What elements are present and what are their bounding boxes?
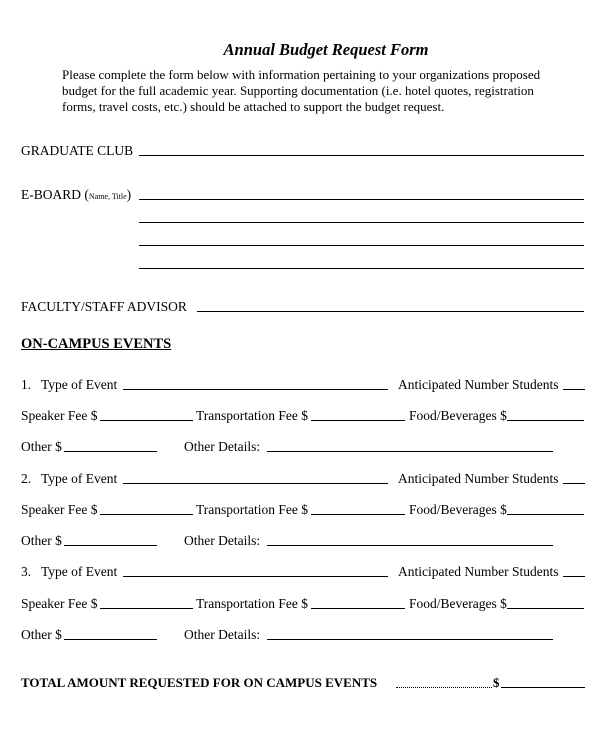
on-campus-events-heading: ON-CAMPUS EVENTS — [21, 336, 172, 352]
advisor-label: FACULTY/STAFF ADVISOR — [21, 299, 187, 314]
intro-paragraph — [62, 67, 582, 115]
anticipated-students-label: Anticipated Number Students — [398, 471, 559, 486]
transportation-fee-label: Transportation Fee $ — [196, 596, 308, 611]
intro-line: forms, travel costs, etc.) should be attached to support the budget request. — [62, 99, 445, 114]
food-beverages-input-line[interactable] — [507, 608, 584, 609]
food-beverages-input-line[interactable] — [507, 514, 584, 515]
other-fee-input-line[interactable] — [64, 451, 157, 452]
transportation-fee-input-line[interactable] — [311, 420, 405, 421]
speaker-fee-label: Speaker Fee $ — [21, 596, 98, 611]
type-of-event-label: Type of Event — [41, 377, 118, 392]
other-fee-label: Other $ — [21, 627, 62, 642]
event-number: 3. — [21, 564, 32, 579]
type-of-event-input-line[interactable] — [123, 576, 388, 577]
speaker-fee-input-line[interactable] — [100, 608, 193, 609]
other-details-label: Other Details: — [184, 627, 261, 642]
other-details-input-line[interactable] — [267, 451, 553, 452]
eboard-input-line-4[interactable] — [139, 268, 584, 269]
anticipated-students-input-line[interactable] — [563, 576, 585, 577]
eboard-label: E-BOARD (Name, Title) — [21, 187, 132, 202]
food-beverages-label: Food/Beverages $ — [409, 502, 507, 517]
food-beverages-label: Food/Beverages $ — [409, 408, 507, 423]
transportation-fee-label: Transportation Fee $ — [196, 502, 308, 517]
total-amount-label: TOTAL AMOUNT REQUESTED FOR ON CAMPUS EVENTS — [21, 675, 378, 690]
intro-line: budget for the full academic year. Supporting documentation (i.e. hotel quotes, registration — [62, 83, 534, 98]
anticipated-students-label: Anticipated Number Students — [398, 377, 559, 392]
anticipated-students-label: Anticipated Number Students — [398, 564, 559, 579]
type-of-event-input-line[interactable] — [123, 483, 388, 484]
other-fee-input-line[interactable] — [64, 639, 157, 640]
event-number: 2. — [21, 471, 32, 486]
speaker-fee-label: Speaker Fee $ — [21, 408, 98, 423]
other-fee-input-line[interactable] — [64, 545, 157, 546]
graduate-club-input-line[interactable] — [139, 155, 584, 156]
speaker-fee-input-line[interactable] — [100, 420, 193, 421]
advisor-input-line[interactable] — [197, 311, 584, 312]
form-title: Annual Budget Request Form — [223, 40, 429, 59]
other-fee-label: Other $ — [21, 533, 62, 548]
other-fee-label: Other $ — [21, 439, 62, 454]
type-of-event-label: Type of Event — [41, 471, 118, 486]
other-details-label: Other Details: — [184, 533, 261, 548]
other-details-label: Other Details: — [184, 439, 261, 454]
eboard-input-line-2[interactable] — [139, 222, 584, 223]
transportation-fee-input-line[interactable] — [311, 514, 405, 515]
transportation-fee-label: Transportation Fee $ — [196, 408, 308, 423]
total-amount-input-line[interactable] — [501, 687, 585, 688]
anticipated-students-input-line[interactable] — [563, 483, 585, 484]
eboard-hint: Name, Title — [88, 192, 127, 201]
intro-line: Please complete the form below with information pertaining to your organizations proposed — [62, 67, 541, 82]
type-of-event-label: Type of Event — [41, 564, 118, 579]
food-beverages-input-line[interactable] — [507, 420, 584, 421]
graduate-club-label: GRADUATE CLUB — [21, 143, 134, 158]
food-beverages-label: Food/Beverages $ — [409, 596, 507, 611]
eboard-input-line-3[interactable] — [139, 245, 584, 246]
speaker-fee-label: Speaker Fee $ — [21, 502, 98, 517]
eboard-input-line-1[interactable] — [139, 199, 584, 200]
type-of-event-input-line[interactable] — [123, 389, 388, 390]
event-number: 1. — [21, 377, 32, 392]
speaker-fee-input-line[interactable] — [100, 514, 193, 515]
total-currency-symbol: $ — [493, 675, 500, 690]
other-details-input-line[interactable] — [267, 639, 553, 640]
total-dotted-leader — [396, 687, 492, 688]
anticipated-students-input-line[interactable] — [563, 389, 585, 390]
transportation-fee-input-line[interactable] — [311, 608, 405, 609]
other-details-input-line[interactable] — [267, 545, 553, 546]
